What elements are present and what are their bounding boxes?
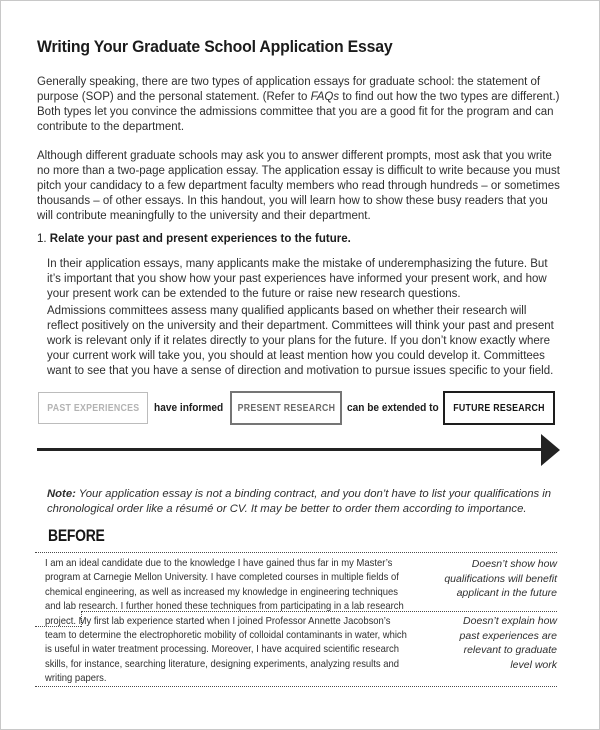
section-1-heading	[37, 233, 351, 245]
intro-paragraph-1	[37, 75, 561, 135]
before-heading: BEFORE	[48, 526, 105, 545]
section-1-heading-text: Relate your past and present experiences to the future.	[49, 233, 351, 245]
present-research-box	[230, 391, 342, 425]
present-research-label: PRESENT RESEARCH	[237, 402, 335, 414]
intro-paragraph-1-text: Generally speaking, there are two types of application essays for graduate school: the statement of purpose (SOP) and the personal statement. (Refer to	[37, 76, 541, 103]
passage-line: is useful in water treatment processing. Moreover, I have acquired scientific research	[45, 643, 400, 655]
passage-line: team to determine the electrophoretic mobility of colloidal contaminants in water, which	[45, 629, 407, 641]
annotation-line: qualifications will benefit	[444, 572, 557, 585]
annotation-line: relevant to graduate	[463, 644, 557, 657]
annotation-line: applicant in the future	[456, 587, 557, 600]
dotted-divider-bottom	[35, 686, 557, 687]
section-1-paragraph-1: In their application essays, many applicants make the mistake of underemphasizing the future. But it’s important that you show how your past experiences have informed your present work, and how your present work can be extended to the future or raise new research questions.	[47, 258, 548, 300]
note-label: Note:	[47, 488, 76, 500]
future-research-label: FUTURE RESEARCH	[453, 402, 545, 414]
annotation-line: level work	[510, 658, 557, 671]
intro-paragraph-1-text-cont: to find out how the two types are different.) Both types let you convince the admissions committee that you are a good fit for the program and can contribute to the department.	[37, 91, 560, 133]
section-1-number: 1.	[37, 233, 50, 245]
annotation-line: Doesn’t show how	[471, 558, 557, 570]
margin-annotation-1	[381, 557, 557, 601]
passage-line: and lab research. I further honed these techniques from participating in a lab research	[45, 600, 404, 612]
passage-line: project. My first lab experience started when I joined Professor Annette Jacobson’s	[45, 615, 391, 627]
connector-can-be-extended	[342, 402, 443, 414]
connector-have-informed	[148, 402, 230, 414]
faqs-reference: FAQs	[310, 91, 340, 103]
intro-paragraph-2: Although different graduate schools may ask you to answer different prompts, most ask that you write no more than a two-page application essay. The application essay is difficult to write because you must pitch your candidacy to a few department faculty members who read through hundreds – or sometimes thousands – of other essays. In this handout, you will learn how to show these busy readers that you will contribute meaningfully to the university and their department.	[37, 150, 560, 222]
passage-line: program at Carnegie Mellon University. I have completed courses in multiple fields of	[45, 571, 399, 583]
passage-line: writing papers.	[45, 672, 107, 684]
dotted-divider-top	[35, 552, 557, 553]
timeline-arrow-shaft	[37, 448, 543, 451]
connector-can-be-extended-label: can be extended to	[346, 402, 439, 414]
margin-annotation-2	[381, 614, 557, 672]
note-paragraph	[47, 487, 563, 517]
past-experiences-label: PAST EXPERIENCES	[46, 402, 140, 414]
passage-line: chemical engineering, as well as increased my knowledge in engineering techniques	[45, 586, 399, 598]
timeline-arrow-head-icon	[541, 434, 560, 466]
connector-have-informed-label: have informed	[154, 402, 224, 414]
future-research-box	[443, 391, 555, 425]
annotation-line: Doesn’t explain how	[463, 615, 557, 627]
passage-line: I am an ideal candidate due to the knowledge I have gained thus far in my Master’s	[45, 557, 393, 569]
annotation-line: past experiences are	[459, 629, 557, 642]
passage-line: skills, for instance, searching literature, designing experiments, analyzing results and	[45, 658, 400, 670]
section-1-paragraph-2: Admissions committees assess many qualified applicants based on whether their research will reflect positively on the university and their department. Committees will think your past and present work is relevant only if it relates directly to your plans for the future. If you don’t know exactly where your current work will take you, you should at least mention how you could develop it. Committees want to see that you have a sense of direction and motivation to pursue issues specific to your field.	[47, 305, 554, 377]
page-title: Writing Your Graduate School Application Essay	[37, 37, 393, 56]
note-text: Your application essay is not a binding contract, and you don’t have to list your qualifications in chronological order like a résumé or CV. It may be better to order them according to importance.	[47, 488, 552, 515]
past-experiences-box	[38, 392, 148, 424]
